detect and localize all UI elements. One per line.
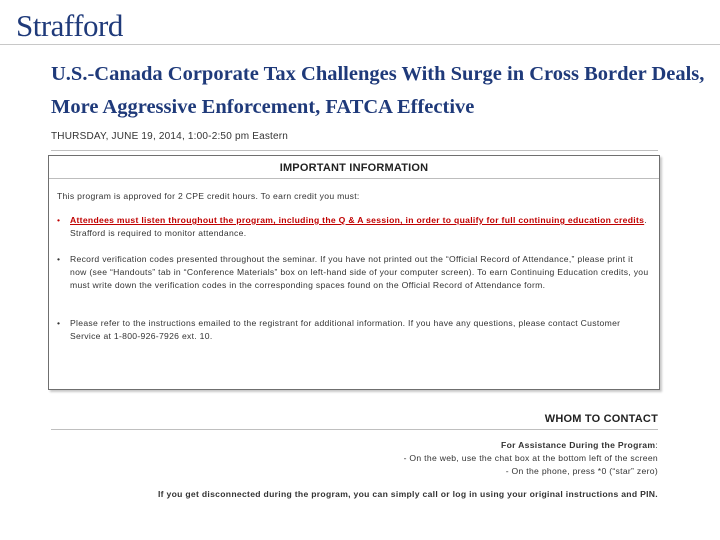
- contact-divider: [51, 429, 658, 430]
- bullet-marker: •: [57, 254, 61, 264]
- assistance-label: For Assistance During the Program:: [501, 440, 658, 450]
- title-divider: [51, 150, 658, 151]
- bullet-text: [70, 214, 649, 240]
- attendance-requirement-link[interactable]: Attendees must listen throughout the program, including the Q & A session, in order to qualify for full continuing education credits: [70, 215, 645, 225]
- page-title: U.S.-Canada Corporate Tax Challenges With Surge in Cross Border Deals, More Aggressive Enforcement, FATCA Effective: [51, 63, 705, 118]
- bullet-marker: •: [57, 318, 61, 328]
- important-information-box: [48, 155, 660, 390]
- disconnect-instructions: If you get disconnected during the program, you can simply call or log in using your original instructions and PIN.: [157, 489, 658, 499]
- event-date: THURSDAY, JUNE 19, 2014, 1:00-2:50 pm Eastern: [51, 131, 289, 142]
- header-divider: [0, 44, 720, 45]
- credit-intro: This program is approved for 2 CPE credit hours. To earn credit you must:: [57, 191, 360, 201]
- whom-to-contact-heading: WHOM TO CONTACT: [544, 413, 658, 425]
- bullet-text: Record verification codes presented throughout the seminar. If you have not printed out the “Official Record of Attendance,” please print it now (see “Handouts” tab in “Conference Materials” box on left-hand side of your computer screen). To earn Continuing Education credits, you must write down the verification codes in the corresponding spaces found on the Official Record of Attendance form.: [70, 254, 649, 290]
- web-assistance-text: - On the web, use the chat box at the bottom left of the screen: [403, 453, 658, 463]
- bullet-instructions-email: [57, 317, 649, 343]
- bullet-text: Please refer to the instructions emailed to the registrant for additional information. If you have any questions, please contact Customer Service at 1-800-926-7926 ext. 10.: [70, 318, 621, 341]
- phone-assistance-text: - On the phone, press *0 (“star” zero): [505, 466, 658, 476]
- bullet-verification-codes: [57, 253, 649, 292]
- strafford-logo: Strafford: [16, 8, 123, 43]
- info-heading-divider: [49, 178, 659, 179]
- bullet-listen-requirement: [57, 214, 649, 240]
- monitor-attendance-text: . Strafford is required to monitor attendance.: [70, 215, 647, 238]
- important-information-heading: IMPORTANT INFORMATION: [279, 162, 429, 174]
- bullet-marker: •: [57, 215, 61, 225]
